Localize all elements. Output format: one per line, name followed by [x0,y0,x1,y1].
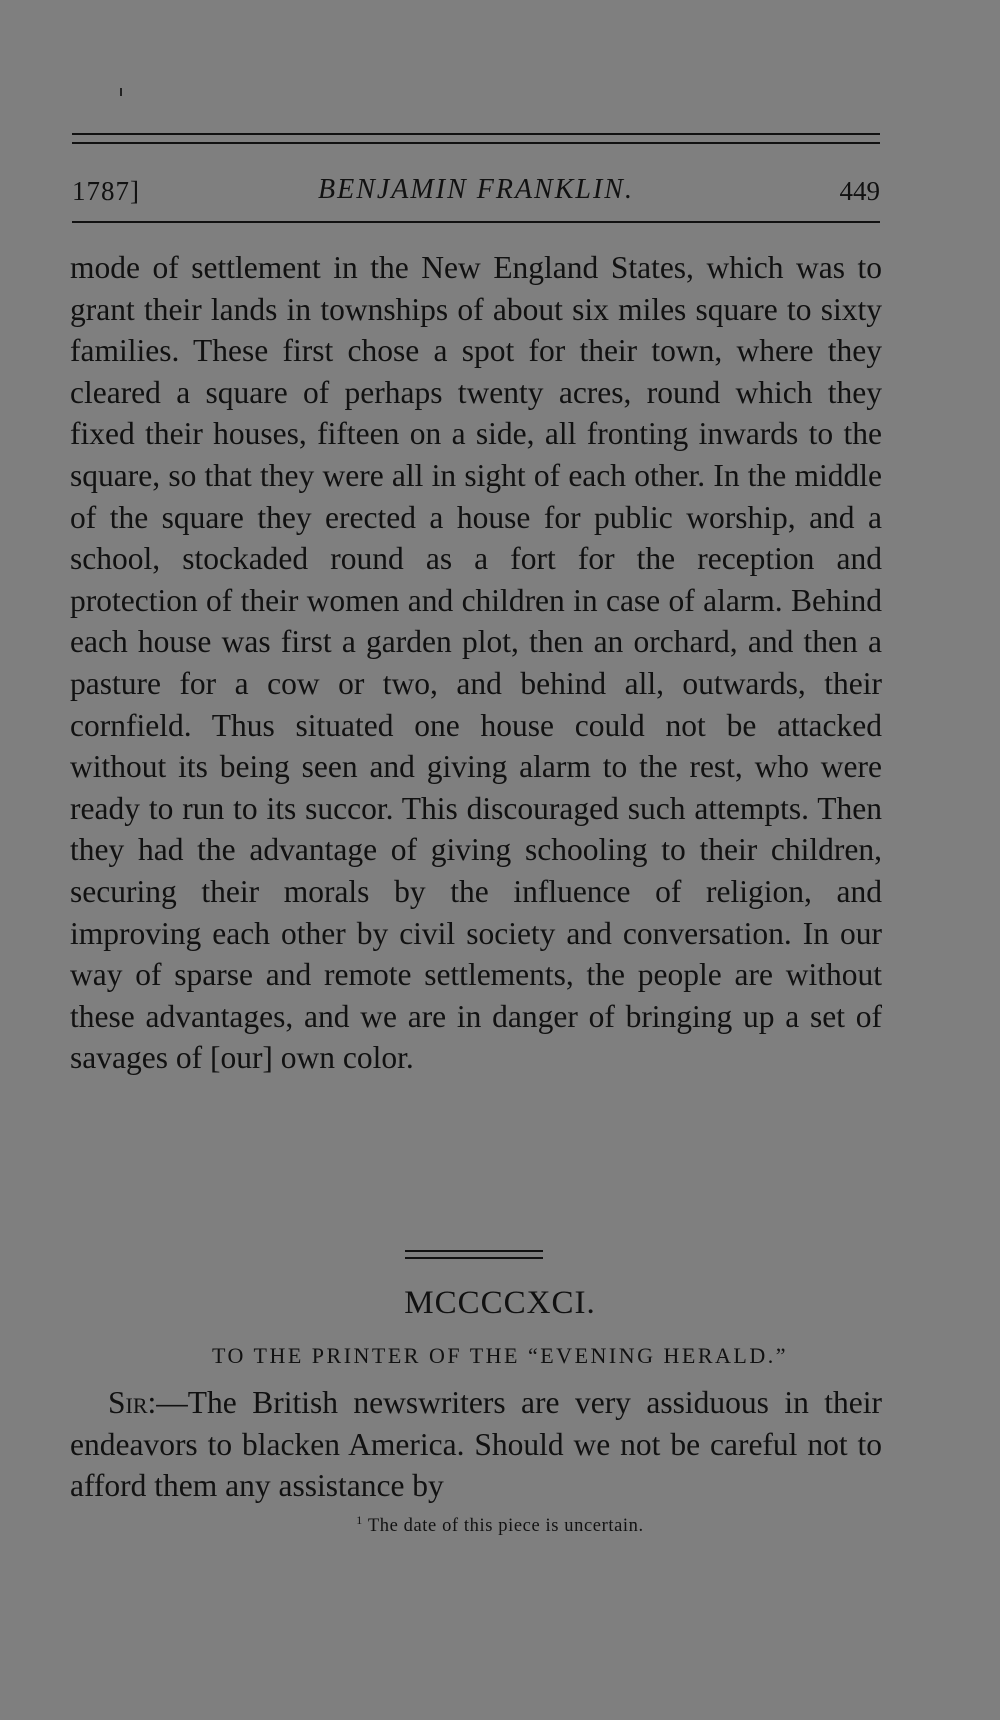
header-rule-top [72,133,880,135]
running-head [72,172,880,216]
running-head-rule [72,221,880,223]
running-head-title: BENJAMIN FRANKLIN. [318,174,634,205]
section-address: TO THE PRINTER OF THE “EVENING HERALD.” [212,1343,788,1368]
footnote-marker: 1 [356,1513,363,1527]
section-number: MCCCCXCI. [404,1285,596,1321]
page-number: 449 [839,176,880,206]
section-divider-bottom [405,1257,543,1259]
letter-text [70,1382,882,1507]
letter-body: :—The British newswriters are very assiduous in their endeavors to blacken America. Should we not be careful not to afford them any assistance by [70,1385,882,1504]
salutation: Sir [108,1385,148,1420]
letter-paragraph [70,1382,882,1507]
footnote [0,1513,1000,1537]
footnote-text: The date of this piece is uncertain. [367,1516,644,1537]
section-divider-top [405,1250,543,1252]
running-head-year: 1787] [72,176,140,206]
body-paragraph: mode of settlement in the New England States, which was to grant their lands in townships of about six miles square to sixty families. These first chose a spot for their town, where they cleared a square of perhaps twenty acres, round which they fixed their houses, fifteen on a side, all fronting inwards to the square, so that they were all in sight of each other. In the middle of the square they erected a house for public worship, and a school, stockaded round as a fort for the reception and protection of their women and children in case of alarm. Behind each house was first a garden plot, then an orchard, and then a pasture for a cow or two, and behind all, outwards, their cornfield. Thus situated one house could not be attacked without its being seen and giving alarm to the rest, who were ready to run to its succor. This discouraged such attempts. Then they had the advantage of giving schooling to their children, securing their morals by the influence of religion, and improving each other by civil society and conversation. In our way of sparse and remote settlements, the people are without these advantages, and we are in danger of bringing up a set of savages of [our] own color. [70,250,882,1076]
body-text [70,247,882,1079]
print-speck [120,88,122,96]
header-rule-bottom [72,142,880,144]
